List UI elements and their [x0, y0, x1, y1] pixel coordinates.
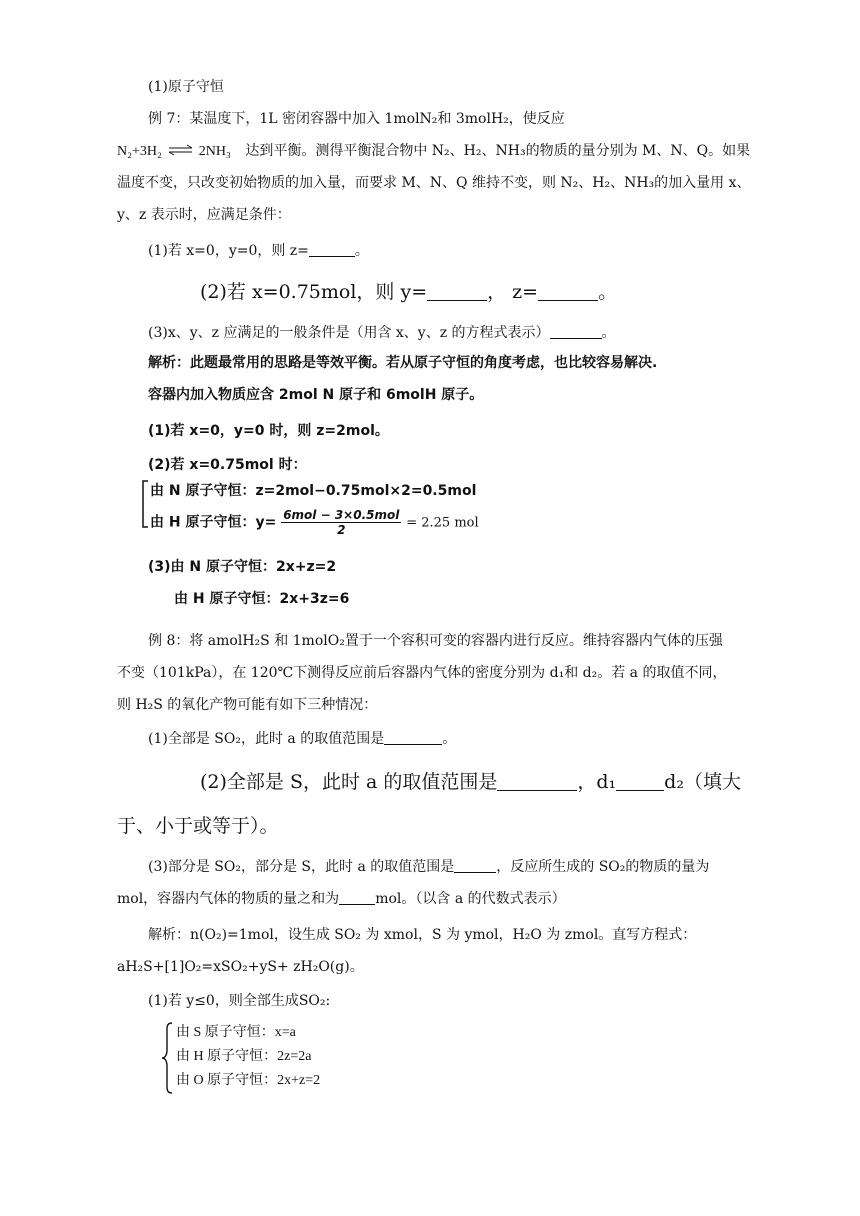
answer-blank[interactable]	[339, 890, 375, 905]
example8-question-3-text-b: ，反应所生成的 SO₂的物质的量为	[496, 859, 710, 875]
answer-blank[interactable]	[384, 730, 442, 745]
example8-question-3-text: (3)部分是 SO₂，部分是 S，此时 a 的取值范围是	[148, 859, 455, 875]
example8-line1: 例 8：将 amolH₂S 和 1molO₂置于一个容积可变的容器内进行反应。维持容器内气体的压强	[148, 633, 723, 649]
answer-blank[interactable]	[616, 772, 664, 791]
example7-line1: 例 7：某温度下，1L 密闭容器中加入 1molN₂和 3molH₂，使反应	[148, 111, 565, 127]
question-1-text: (1)若 x=0，y=0，则 z=	[148, 243, 309, 259]
question-2	[200, 280, 617, 304]
solution8-line3: (1)若 y≤0，则全部生成SO₂:	[148, 993, 331, 1009]
period: 。	[354, 243, 369, 259]
solution-line6-text: 由 H 原子守恒：y=	[150, 514, 277, 531]
left-brace-icon	[160, 1022, 174, 1094]
answer-blank[interactable]	[550, 324, 602, 339]
example8-question-2-text-b: ，d₁	[577, 771, 617, 793]
fraction-result: = 2.25 mol	[406, 515, 479, 531]
example7-equation	[117, 142, 750, 161]
solution8-line5: 由 H 原子守恒：2z=2a	[176, 1049, 312, 1064]
example7-line3: 温度不变，只改变初始物质的加入量，而要求 M、N、Q 维持不变，则 N₂、H₂、NH₃的加入量用 x、	[117, 175, 751, 191]
example8-question-3-text-d: mol。（以含 a 的代数式表示）	[375, 891, 566, 907]
example7-line4: y、z 表示时，应满足条件：	[117, 207, 291, 223]
example8-question-1	[148, 730, 456, 748]
solution-line1: 解析：此题最常用的思路是等效平衡。若从原子守恒的角度考虑，也比较容易解决.	[148, 355, 658, 371]
fraction-denominator: 2	[337, 523, 346, 537]
fraction	[281, 508, 401, 537]
example8-line2: 不变（101kPa），在 120℃下测得反应前后容器内气体的密度分别为 d₁和 d₂。若 a 的取值不同，	[117, 665, 727, 681]
question-2-text: (2)若 x=0.75mol，则 y=	[200, 281, 428, 303]
example8-question-2-text-c: d₂（填大	[664, 771, 741, 793]
solution-line5: 由 N 原子守恒：z=2mol−0.75mol×2=0.5mol	[150, 483, 477, 499]
question-2-text-b: ， z=	[487, 281, 539, 303]
equation-reactants: N₂+3H₂	[117, 144, 162, 159]
example8-question-3	[148, 858, 709, 876]
question-1	[148, 242, 369, 260]
left-bracket-icon	[140, 480, 150, 528]
solution8-line6: 由 O 原子守恒：2x+z=2	[176, 1073, 321, 1088]
equation-product: 2NH₃	[198, 144, 231, 159]
solution8-line1: 解析：n(O₂)=1mol，设生成 SO₂ 为 xmol，S 为 ymol，H₂O 为 zmol。直写方程式：	[148, 927, 697, 943]
example7-line2: 达到平衡。测得平衡混合物中 N₂、H₂、NH₃的物质的量分别为 M、N、Q。如果	[245, 143, 751, 159]
answer-blank[interactable]	[538, 282, 598, 301]
question-3-text: (3)x、y、z 应满足的一般条件是（用含 x、y、z 的方程式表示）	[148, 325, 550, 341]
period: 。	[442, 731, 457, 747]
answer-blank[interactable]	[497, 772, 577, 791]
question-3	[148, 324, 616, 342]
example8-question-2-cont: 于、小于或等于）。	[117, 815, 279, 837]
reversible-arrow-icon	[168, 144, 194, 156]
example8-question-2	[200, 770, 741, 794]
solution-line6	[150, 508, 479, 537]
solution-line4: (2)若 x=0.75mol 时：	[148, 457, 307, 473]
solution-line3: (1)若 x=0，y=0 时，则 z=2mol。	[148, 423, 389, 439]
solution8-line4: 由 S 原子守恒：x=a	[176, 1025, 296, 1040]
answer-blank[interactable]	[427, 282, 487, 301]
solution-line2: 容器内加入物质应含 2mol N 原子和 6molH 原子。	[148, 387, 484, 403]
period: 。	[601, 325, 616, 341]
example8-question-3-cont	[117, 890, 566, 908]
example8-line3: 则 H₂S 的氧化产物可能有如下三种情况：	[117, 697, 378, 713]
solution-line7: (3)由 N 原子守恒：2x+z=2	[148, 559, 337, 575]
section-title: (1)原子守恒	[148, 79, 224, 95]
solution8-line2: aH₂S+[1]O₂=xSO₂+yS+ zH₂O(g)。	[117, 959, 364, 975]
answer-blank[interactable]	[309, 242, 355, 257]
example8-question-1-text: (1)全部是 SO₂，此时 a 的取值范围是	[148, 731, 385, 747]
solution-line8: 由 H 原子守恒：2x+3z=6	[174, 591, 350, 607]
answer-blank[interactable]	[454, 858, 496, 873]
period: 。	[598, 281, 618, 303]
example8-question-2-text: (2)全部是 S，此时 a 的取值范围是	[200, 771, 498, 793]
fraction-numerator: 6mol − 3×0.5mol	[283, 508, 400, 522]
example8-question-3-text-c: mol，容器内气体的物质的量之和为	[117, 891, 340, 907]
